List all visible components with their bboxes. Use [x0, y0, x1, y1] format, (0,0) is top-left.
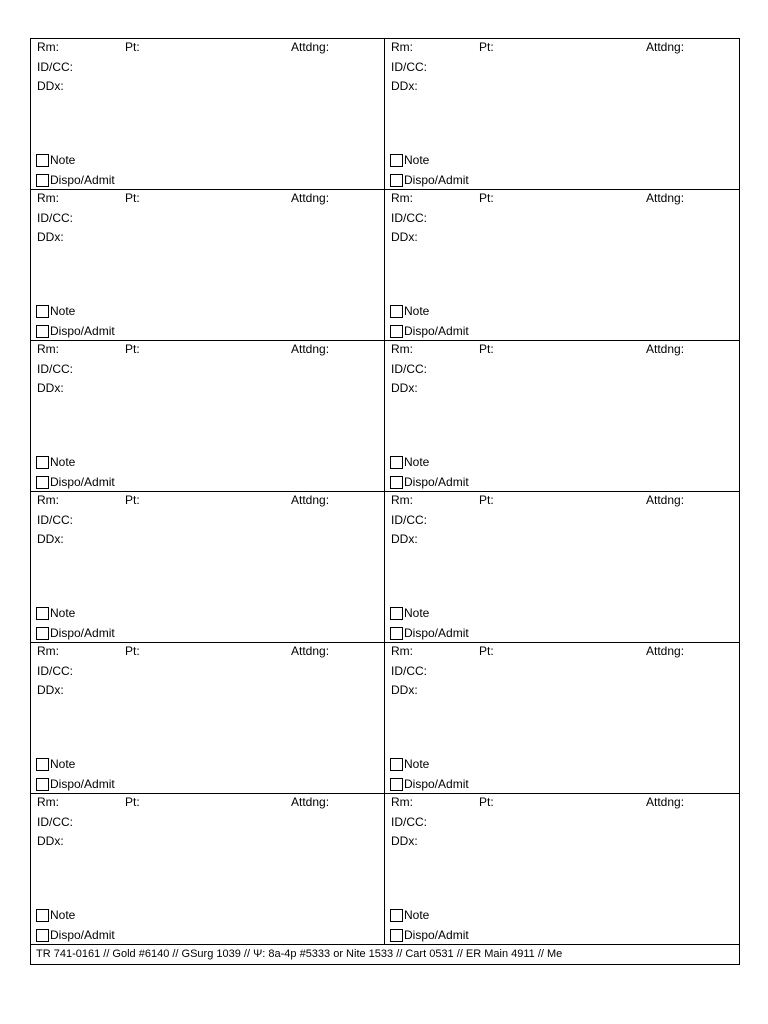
dispo-admit-checkbox[interactable]: [36, 627, 49, 640]
note-checkbox[interactable]: [36, 607, 49, 620]
ddx-label: DDx:: [391, 532, 418, 546]
dispo-admit-label: Dispo/Admit: [404, 626, 469, 640]
dispo-admit-checkbox[interactable]: [390, 778, 403, 791]
attending-label: Attdng:: [291, 493, 330, 507]
dispo-admit-checkbox[interactable]: [390, 929, 403, 942]
note-checkbox[interactable]: [36, 758, 49, 771]
id-cc-label: ID/CC:: [37, 362, 73, 376]
note-checkbox[interactable]: [36, 456, 49, 469]
attending-label: Attdng:: [646, 191, 685, 205]
id-cc-label: ID/CC:: [391, 513, 427, 527]
dispo-checkbox-row[interactable]: [390, 777, 469, 791]
dispo-checkbox-row[interactable]: [36, 475, 115, 489]
ddx-label: DDx:: [391, 683, 418, 697]
dispo-admit-checkbox[interactable]: [36, 174, 49, 187]
dispo-admit-label: Dispo/Admit: [50, 475, 115, 489]
attending-label: Attdng:: [646, 342, 685, 356]
dispo-admit-label: Dispo/Admit: [404, 324, 469, 338]
dispo-admit-label: Dispo/Admit: [50, 173, 115, 187]
patient-label: Pt:: [125, 644, 140, 658]
ddx-label: DDx:: [37, 381, 64, 395]
dispo-checkbox-row[interactable]: [36, 626, 115, 640]
dispo-checkbox-row[interactable]: [390, 324, 469, 338]
room-label: Rm:: [391, 191, 413, 205]
room-label: Rm:: [37, 644, 59, 658]
note-checkbox-row[interactable]: [390, 153, 429, 167]
note-label: Note: [50, 757, 76, 771]
note-label: Note: [404, 153, 430, 167]
ddx-label: DDx:: [391, 834, 418, 848]
census-sheet: [30, 38, 740, 965]
id-cc-label: ID/CC:: [37, 513, 73, 527]
note-checkbox[interactable]: [390, 607, 403, 620]
note-checkbox[interactable]: [36, 154, 49, 167]
id-cc-label: ID/CC:: [391, 362, 427, 376]
patient-card: [385, 39, 739, 190]
patient-label: Pt:: [479, 644, 494, 658]
note-checkbox[interactable]: [390, 456, 403, 469]
patient-card: [385, 190, 739, 341]
id-cc-label: ID/CC:: [391, 815, 427, 829]
note-checkbox[interactable]: [390, 909, 403, 922]
patient-label: Pt:: [479, 795, 494, 809]
ddx-label: DDx:: [37, 683, 64, 697]
patient-label: Pt:: [479, 493, 494, 507]
note-label: Note: [50, 153, 76, 167]
room-label: Rm:: [391, 40, 413, 54]
patient-label: Pt:: [479, 40, 494, 54]
attending-label: Attdng:: [646, 40, 685, 54]
dispo-admit-label: Dispo/Admit: [50, 626, 115, 640]
patient-card: [31, 492, 385, 643]
ddx-label: DDx:: [391, 230, 418, 244]
room-label: Rm:: [37, 795, 59, 809]
dispo-checkbox-row[interactable]: [390, 475, 469, 489]
ddx-label: DDx:: [37, 230, 64, 244]
patient-card: [385, 492, 739, 643]
note-label: Note: [404, 304, 430, 318]
note-checkbox[interactable]: [390, 154, 403, 167]
attending-label: Attdng:: [646, 795, 685, 809]
note-checkbox-row[interactable]: [390, 908, 429, 922]
dispo-admit-checkbox[interactable]: [390, 174, 403, 187]
note-checkbox-row[interactable]: [36, 908, 75, 922]
note-checkbox[interactable]: [390, 758, 403, 771]
attending-label: Attdng:: [291, 191, 330, 205]
patient-card: [31, 794, 385, 945]
note-label: Note: [404, 606, 430, 620]
note-checkbox-row[interactable]: [36, 606, 75, 620]
patient-card: [31, 341, 385, 492]
dispo-checkbox-row[interactable]: [390, 928, 469, 942]
dispo-admit-label: Dispo/Admit: [404, 928, 469, 942]
attending-label: Attdng:: [646, 644, 685, 658]
note-checkbox-row[interactable]: [36, 757, 75, 771]
dispo-admit-label: Dispo/Admit: [404, 475, 469, 489]
id-cc-label: ID/CC:: [37, 664, 73, 678]
ddx-label: DDx:: [37, 79, 64, 93]
dispo-checkbox-row[interactable]: [390, 626, 469, 640]
id-cc-label: ID/CC:: [37, 815, 73, 829]
patient-card: [31, 643, 385, 794]
room-label: Rm:: [391, 795, 413, 809]
dispo-admit-label: Dispo/Admit: [404, 173, 469, 187]
patient-label: Pt:: [125, 795, 140, 809]
patient-label: Pt:: [125, 191, 140, 205]
note-label: Note: [50, 455, 76, 469]
note-checkbox-row[interactable]: [36, 304, 75, 318]
room-label: Rm:: [391, 493, 413, 507]
dispo-admit-checkbox[interactable]: [36, 778, 49, 791]
dispo-checkbox-row[interactable]: [36, 928, 115, 942]
dispo-admit-checkbox[interactable]: [390, 627, 403, 640]
ddx-label: DDx:: [391, 381, 418, 395]
dispo-checkbox-row[interactable]: [36, 777, 115, 791]
dispo-checkbox-row[interactable]: [36, 324, 115, 338]
attending-label: Attdng:: [291, 795, 330, 809]
ddx-label: DDx:: [37, 834, 64, 848]
phone-directory-footer: TR 741-0161 // Gold #6140 // GSurg 1039 // Ψ: 8a-4p #5333 or Nite 1533 // Cart 0531 // ER Main 4911 // Me: [36, 948, 563, 960]
patient-label: Pt:: [125, 342, 140, 356]
id-cc-label: ID/CC:: [391, 211, 427, 225]
note-label: Note: [404, 908, 430, 922]
dispo-admit-checkbox[interactable]: [36, 929, 49, 942]
dispo-admit-checkbox[interactable]: [36, 325, 49, 338]
id-cc-label: ID/CC:: [37, 211, 73, 225]
attending-label: Attdng:: [646, 493, 685, 507]
patient-card: [385, 794, 739, 945]
note-checkbox-row[interactable]: [390, 757, 429, 771]
dispo-checkbox-row[interactable]: [390, 173, 469, 187]
note-label: Note: [50, 304, 76, 318]
note-checkbox[interactable]: [390, 305, 403, 318]
note-label: Note: [404, 757, 430, 771]
patient-card: [31, 39, 385, 190]
room-label: Rm:: [37, 342, 59, 356]
note-checkbox-row[interactable]: [390, 606, 429, 620]
id-cc-label: ID/CC:: [391, 664, 427, 678]
note-label: Note: [50, 606, 76, 620]
patient-card: [385, 341, 739, 492]
dispo-admit-checkbox[interactable]: [36, 476, 49, 489]
ddx-label: DDx:: [391, 79, 418, 93]
ddx-label: DDx:: [37, 532, 64, 546]
note-checkbox-row[interactable]: [390, 304, 429, 318]
dispo-admit-label: Dispo/Admit: [50, 928, 115, 942]
patient-label: Pt:: [125, 493, 140, 507]
attending-label: Attdng:: [291, 644, 330, 658]
id-cc-label: ID/CC:: [37, 60, 73, 74]
patient-label: Pt:: [479, 191, 494, 205]
patient-label: Pt:: [125, 40, 140, 54]
note-checkbox[interactable]: [36, 909, 49, 922]
patient-card: [31, 190, 385, 341]
note-checkbox-row[interactable]: [390, 455, 429, 469]
dispo-admit-label: Dispo/Admit: [404, 777, 469, 791]
note-checkbox[interactable]: [36, 305, 49, 318]
attending-label: Attdng:: [291, 342, 330, 356]
dispo-admit-checkbox[interactable]: [390, 476, 403, 489]
note-checkbox-row[interactable]: [36, 153, 75, 167]
room-label: Rm:: [391, 342, 413, 356]
dispo-admit-label: Dispo/Admit: [50, 324, 115, 338]
dispo-admit-checkbox[interactable]: [390, 325, 403, 338]
room-label: Rm:: [37, 493, 59, 507]
note-checkbox-row[interactable]: [36, 455, 75, 469]
room-label: Rm:: [37, 191, 59, 205]
patient-card-grid: [31, 39, 739, 945]
attending-label: Attdng:: [291, 40, 330, 54]
dispo-checkbox-row[interactable]: [36, 173, 115, 187]
id-cc-label: ID/CC:: [391, 60, 427, 74]
room-label: Rm:: [391, 644, 413, 658]
patient-label: Pt:: [479, 342, 494, 356]
dispo-admit-label: Dispo/Admit: [50, 777, 115, 791]
room-label: Rm:: [37, 40, 59, 54]
note-label: Note: [404, 455, 430, 469]
patient-card: [385, 643, 739, 794]
note-label: Note: [50, 908, 76, 922]
